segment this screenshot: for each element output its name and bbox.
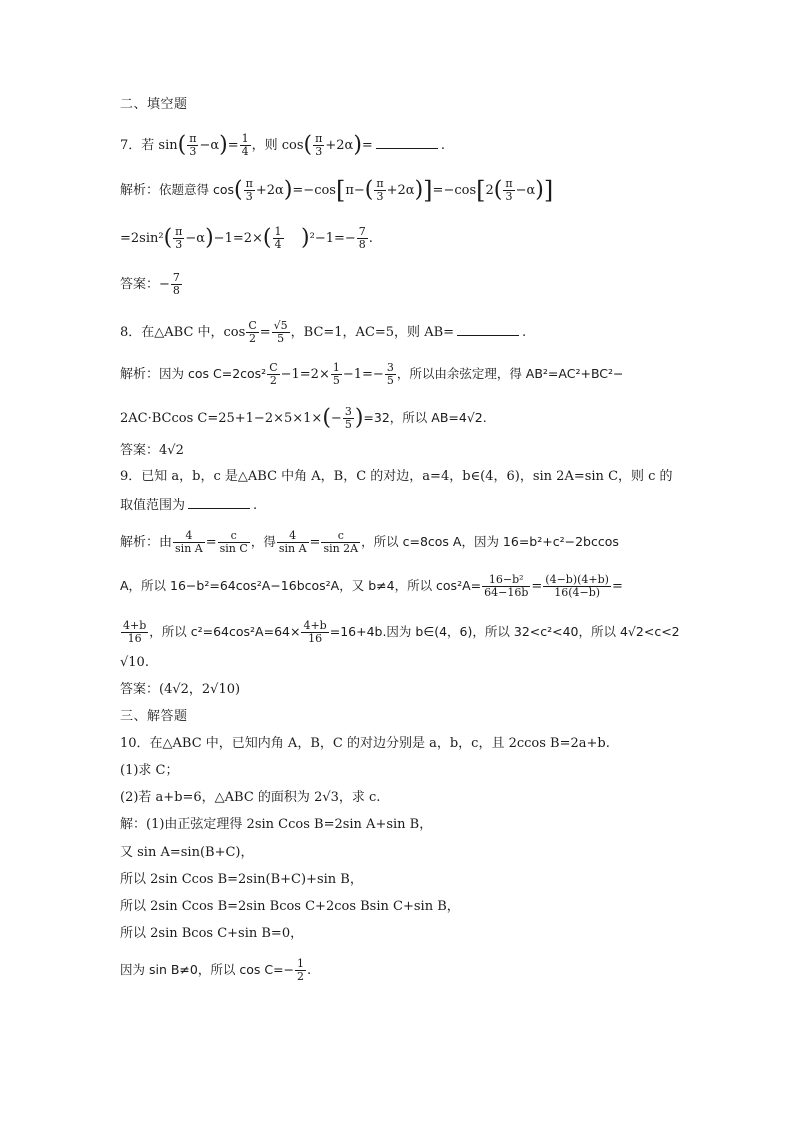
question-8-answer: 答案：4√2	[120, 443, 184, 458]
question-9-solution-line-2: A，所以 16−b²=64cos²A−16bcos²A，又 b≠4，所以 cos²A= $\frac{\text{16−b²}}{64-16b}$ = $\frac{(4-b)(4+b)}{16(4-b)}$ =	[120, 573, 623, 599]
question-7-solution-line-2: =2sin²( $\frac{\pi}{3}$ −α)−1=2×( $\frac{1}{4}$ )²−1=− $\frac{7}{8}$ .	[120, 225, 373, 251]
question-7-stem: 7．若 sin( $\frac{\pi}{3}$ −α)= $\frac{1}{4}$ ，则 cos( $\frac{\pi}{3}$ +2α)= .	[120, 132, 445, 158]
question-10-part-2: (2)若 a+b=6，△ABC 的面积为 2√3，求 c.	[120, 790, 381, 805]
question-9-stem-line-1: 9．已知 a，b，c 是△ABC 中角 A，B，C 的对边，a=4，b∈(4，6)，sin 2A=sin C，则 c 的	[120, 469, 673, 484]
question-10-solution-line-1: 解：(1)由正弦定理得 2sin Ccos B=2sin A+sin B，	[120, 817, 433, 832]
question-10-solution-line-5: 所以 2sin Bcos C+sin B=0，	[120, 926, 304, 941]
answer-blank[interactable]	[457, 323, 519, 336]
question-9-stem-line-2: 取值范围为 .	[120, 498, 258, 513]
question-10-solution-line-3: 所以 2sin Ccos B=2sin(B+C)+sin B，	[120, 872, 363, 887]
question-7-solution-line-1: 解析：依题意得 cos( $\frac{\pi}{3}$ +2α)=−cos[π−( $\frac{\pi}{3}$ +2α)]=−cos[2( $\frac{\pi}{3}$ −α)]	[120, 176, 554, 205]
question-8-solution-line-2: 2AC·BCcos C=25+1−2×5×1×(− $\frac{3}{5}$ )=32，所以 AB=4√2.	[120, 405, 487, 431]
question-7-answer: 答案：− $\frac{7}{8}$	[120, 271, 180, 297]
question-8-stem: 8．在△ABC 中，cos $\frac{C}{2}$ = $\frac{√5}{5}$ ，BC=1，AC=5，则 AB= .	[120, 319, 527, 345]
question-10-part-1: (1)求 C；	[120, 763, 179, 778]
question-10-solution-line-6: 因为 sin B≠0，所以 cos C=− $\frac{1}{2}$ .	[120, 957, 312, 983]
section-heading-fill-blank: 二、填空题	[120, 97, 188, 112]
fraction-pi-over-3: $\frac{\pi}{3}$	[189, 132, 197, 158]
question-9-solution-line-1: 解析：由 $\frac{4}{\text{sin A}}$ = $\frac{c}{\text{sin C}}$ ，得 $\frac{4}{\text{sin A}}$ = $\frac{c}{\sin 2A}$ ，所以 c=8cos A，因为 16=b²+c²−2bccos	[120, 529, 619, 555]
question-10-solution-line-2: 又 sin A=sin(B+C)，	[120, 845, 254, 860]
section-heading-solve: 三、解答题	[120, 709, 188, 724]
answer-blank[interactable]	[188, 496, 250, 509]
question-9-answer: 答案：(4√2，2√10)	[120, 682, 241, 697]
answer-blank[interactable]	[376, 136, 438, 149]
question-8-solution-line-1: 解析：因为 cos C=2cos² $\frac{C}{2}$ −1=2× $\frac{1}{5}$ −1=− $\frac{3}{5}$ ，所以由余弦定理，得 AB²=AC²+BC²−	[120, 361, 624, 387]
question-9-solution-line-3: $\frac{4+b}{16}$ ，所以 c²=64cos²A=64× $\frac{4+b}{16}$ =16+4b.因为 b∈(4，6)，所以 32<c²<40，所以 4√2<c<2	[123, 619, 680, 645]
question-10-stem: 10．在△ABC 中，已知内角 A，B，C 的对边分别是 a，b，c，且 2ccos B=2a+b.	[120, 736, 610, 751]
question-9-solution-line-4: √10.	[120, 655, 149, 670]
question-10-solution-line-4: 所以 2sin Ccos B=2sin Bcos C+2cos Bsin C+sin B，	[120, 899, 460, 914]
fraction-1-over-4: $\frac{1}{4}$	[241, 132, 249, 158]
